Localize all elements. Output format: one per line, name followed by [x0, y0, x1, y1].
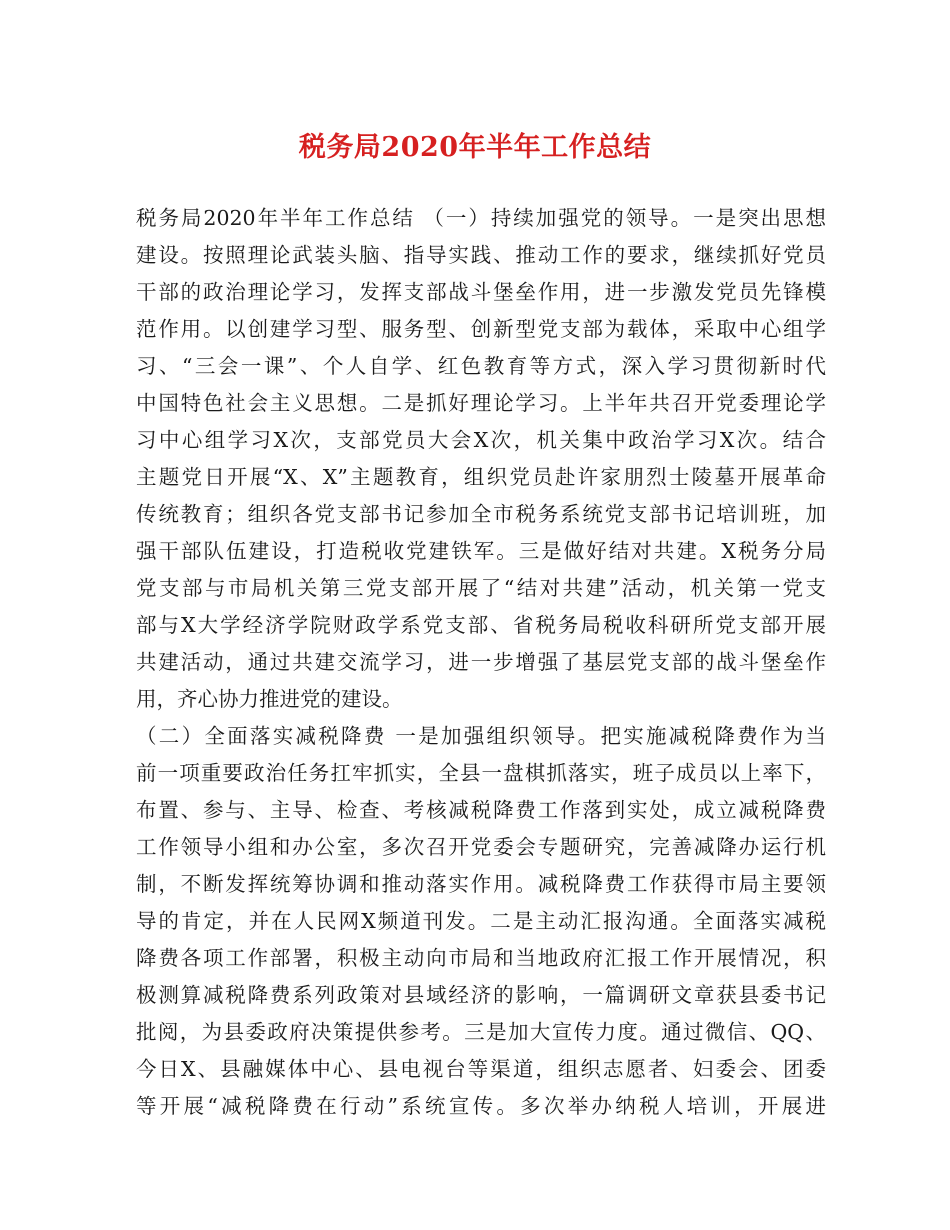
body-line: 等开展“减税降费在行动”系统宣传。多次举办纳税人培训，开展进 [136, 1094, 826, 1118]
body-line: 主题党日开展“X、X”主题教育，组织党员赴许家朋烈士陵墓开展革命 [136, 465, 826, 489]
body-line: 用，齐心协力推进党的建设。 [136, 687, 403, 711]
body-line: 极测算减税降费系列政策对县域经济的影响，一篇调研文章获县委书记 [136, 983, 826, 1007]
body-line: 部与X大学经济学院财政学系党支部、省税务局税收科研所党支部开展 [136, 613, 826, 637]
body-line: 干部的政治理论学习，发挥支部战斗堡垒作用，进一步激发党员先锋模 [136, 280, 826, 304]
document-title: 税务局2020年半年工作总结 [298, 132, 652, 163]
body-line: 导的肯定，并在人民网X频道刊发。二是主动汇报沟通。全面落实减税 [136, 909, 826, 933]
body-line: （二）全面落实减税降费 一是加强组织领导。把实施减税降费作为当 [136, 724, 826, 748]
body-line: 税务局2020年半年工作总结 （一）持续加强党的领导。一是突出思想 [136, 206, 826, 230]
body-line: 中国特色社会主义思想。二是抓好理论学习。上半年共召开党委理论学 [136, 391, 826, 415]
body-line: 传统教育；组织各党支部书记参加全市税务系统党支部书记培训班，加 [136, 502, 826, 526]
body-line: 习中心组学习X次，支部党员大会X次，机关集中政治学习X次。结合 [136, 428, 826, 452]
body-line: 习、“三会一课”、个人自学、红色教育等方式，深入学习贯彻新时代 [136, 354, 826, 378]
document-body [136, 200, 826, 1125]
body-line: 批阅，为县委政府决策提供参考。三是加大宣传力度。通过微信、QQ、 [136, 1020, 826, 1044]
body-line: 工作领导小组和办公室，多次召开党委会专题研究，完善减降办运行机 [136, 835, 826, 859]
body-line: 制，不断发挥统筹协调和推动落实作用。减税降费工作获得市局主要领 [136, 872, 826, 896]
body-line: 今日X、县融媒体中心、县电视台等渠道，组织志愿者、妇委会、团委 [136, 1057, 826, 1081]
body-line: 建设。按照理论武装头脑、指导实践、推动工作的要求，继续抓好党员 [136, 243, 826, 267]
body-line: 前一项重要政治任务扛牢抓实，全县一盘棋抓落实，班子成员以上率下， [136, 761, 826, 785]
body-line: 共建活动，通过共建交流学习，进一步增强了基层党支部的战斗堡垒作 [136, 650, 826, 674]
body-line: 范作用。以创建学习型、服务型、创新型党支部为载体，采取中心组学 [136, 317, 826, 341]
body-line: 强干部队伍建设，打造税收党建铁军。三是做好结对共建。X税务分局 [136, 539, 826, 563]
body-line: 降费各项工作部署，积极主动向市局和当地政府汇报工作开展情况，积 [136, 946, 826, 970]
body-line: 党支部与市局机关第三党支部开展了“结对共建”活动，机关第一党支 [136, 576, 826, 600]
body-line: 布置、参与、主导、检查、考核减税降费工作落到实处，成立减税降费 [136, 798, 826, 822]
